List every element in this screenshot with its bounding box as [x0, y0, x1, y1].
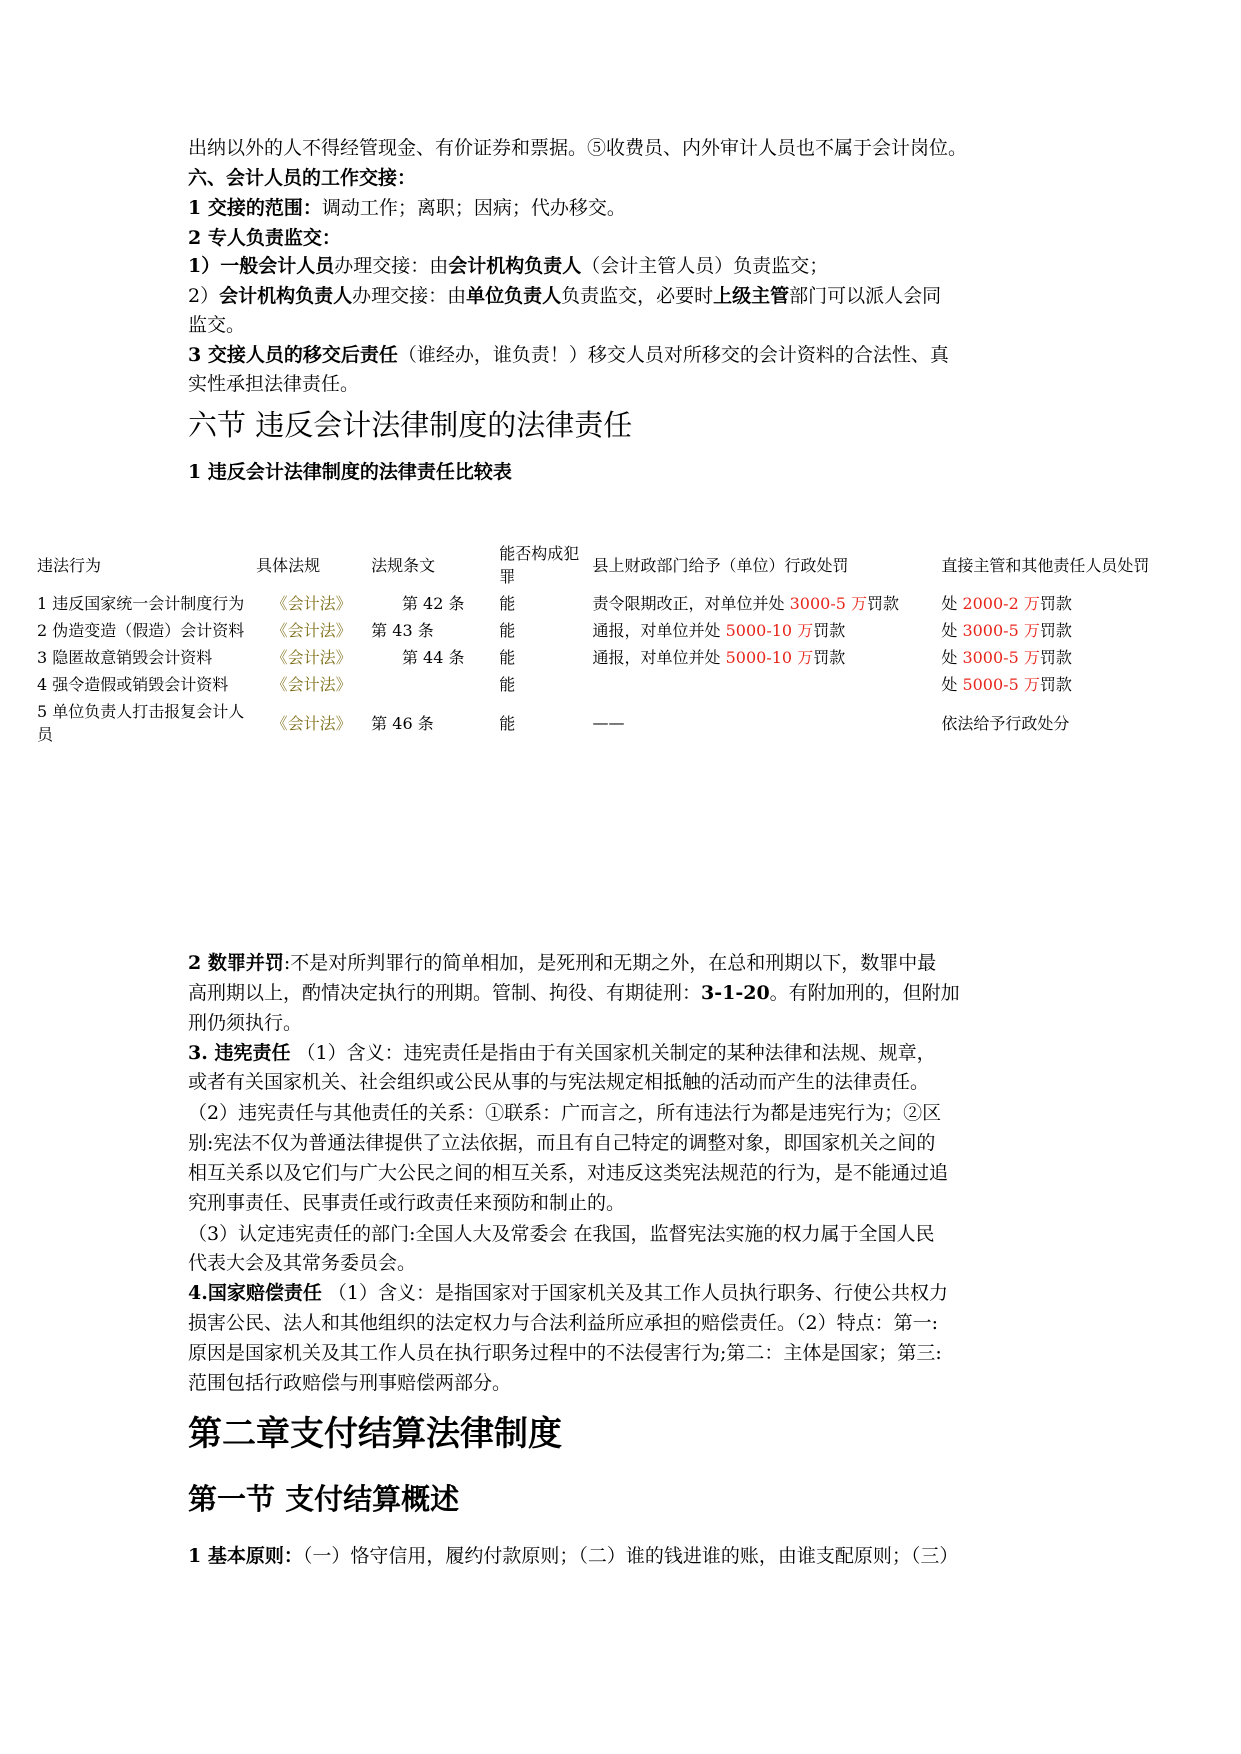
table-row	[36, 617, 1239, 642]
handover-responsibility: 3 交接人员的移交后责任（谁经办，谁负责！）移交人员对所移交的会计资料的合法性、真	[188, 344, 949, 366]
table-row	[36, 671, 1239, 696]
table-title: 1 违反会计法律制度的法律责任比较表	[188, 461, 512, 483]
article-cell: 第 42 条	[401, 594, 465, 613]
handover-supervision-heading: 2 专人负责监交：	[188, 227, 341, 249]
handover-item-2: 2）会计机构负责人办理交接：由单位负责人负责监交，必要时上级主管部门可以派人会同	[188, 285, 942, 307]
handover-item-1: 1）一般会计人员办理交接：由会计机构负责人（会计主管人员）负责监交；	[188, 255, 829, 277]
act-cell: 5 单位负责人打击报复会计人员	[37, 702, 245, 744]
article-cell	[370, 671, 496, 696]
header-cell: 违法行为	[37, 555, 102, 575]
table-row	[36, 590, 1239, 615]
concurrent-punishment: 2 数罪并罚:不是对所判罪行的简单相加，是死刑和无期之外，在总和刑期以下，数罪中最	[188, 952, 937, 974]
section-heading-handover: 六、会计人员的工作交接：	[188, 167, 417, 189]
unit-penalty-cell: 通报，对单位并处 5000-10 万罚款	[592, 621, 846, 640]
person-penalty-cell: 处 3000-5 万罚款	[941, 621, 1072, 640]
state-compensation-cont: 范围包括行政赔偿与刑事赔偿两部分。	[188, 1372, 512, 1394]
article-cell: 第 46 条	[371, 713, 434, 733]
law-cell: 《会计法》	[271, 621, 352, 640]
crime-cell: 能	[499, 621, 516, 640]
unit-penalty-cell	[592, 671, 939, 696]
concurrent-punishment-cont: 高刑期以上，酌情决定执行的刑期。管制、拘役、有期徒刑：3-1-20。有附加刑的，但附加	[188, 982, 960, 1004]
state-compensation: 4.国家赔偿责任 （1）含义：是指国家对于国家机关及其工作人员执行职务、行使公共权力	[188, 1282, 948, 1304]
person-penalty-cell: 处 3000-5 万罚款	[941, 648, 1072, 667]
constitutional-liability-cont: 究刑事责任、民事责任或行政责任来预防和制止的。	[188, 1192, 626, 1214]
constitutional-liability-cont: 别:宪法不仅为普通法律提供了立法依据，而且有自己特定的调整对象，即国家机关之间的	[188, 1132, 936, 1154]
act-cell: 2 伪造变造（假造）会计资料	[37, 621, 245, 640]
section-title-overview: 第一节 支付结算概述	[188, 1482, 460, 1516]
person-penalty-cell: 处 2000-2 万罚款	[941, 594, 1072, 613]
act-cell: 3 隐匿故意销毁会计资料	[37, 648, 213, 667]
law-cell: 《会计法》	[271, 675, 352, 694]
act-cell: 4 强令造假或销毁会计资料	[37, 675, 229, 694]
header-cell: 能否构成犯罪	[499, 544, 580, 586]
person-penalty-cell: 依法给予行政处分	[941, 713, 1070, 733]
table-row-highlighted	[36, 644, 1239, 669]
handover-scope: 1 交接的范围：调动工作；离职；因病；代办移交。	[188, 197, 626, 219]
unit-penalty-cell: 通报，对单位并处 5000-10 万罚款	[592, 648, 846, 667]
crime-cell: 能	[499, 648, 516, 667]
header-cell: 法规条文	[371, 555, 436, 575]
state-compensation-cont: 损害公民、法人和其他组织的法定权力与合法利益所应承担的赔偿责任。（2）特点：第一:	[188, 1312, 938, 1334]
header-cell: 具体法规	[256, 555, 321, 575]
concurrent-punishment-cont: 刑仍须执行。	[188, 1012, 303, 1034]
constitutional-liability: 3. 违宪责任 （1）含义：违宪责任是指由于有关国家机关制定的某种法律和法规、规章，	[188, 1042, 936, 1064]
intro-line: 出纳以外的人不得经管现金、有价证券和票据。⑤收费员、内外审计人员也不属于会计岗位。	[188, 137, 968, 159]
table-row	[36, 698, 1239, 746]
table-header-row	[36, 540, 1239, 588]
constitutional-liability-cont: 代表大会及其常务委员会。	[188, 1252, 417, 1274]
basic-principles: 1 基本原则：（一）恪守信用，履约付款原则；（二）谁的钱进谁的账，由谁支配原则；（三）	[188, 1545, 959, 1567]
constitutional-liability-cont: 相互关系以及它们与广大公民之间的相互关系，对违反这类宪法规范的行为，是不能通过追	[188, 1162, 949, 1184]
crime-cell: 能	[499, 594, 516, 613]
constitutional-liability-cont: 或者有关国家机关、社会组织或公民从事的与宪法规定相抵触的活动而产生的法律责任。	[188, 1071, 930, 1093]
article-cell: 第 44 条	[401, 648, 465, 667]
unit-penalty-cell: ——	[592, 712, 625, 732]
law-cell: 《会计法》	[271, 648, 352, 667]
crime-cell: 能	[499, 675, 516, 694]
header-cell: 直接主管和其他责任人员处罚	[941, 555, 1150, 575]
chapter-title: 第二章支付结算法律制度	[188, 1414, 562, 1454]
liability-table	[34, 538, 1241, 748]
handover-responsibility-cont: 实性承担法律责任。	[188, 373, 360, 395]
state-compensation-cont: 原因是国家机关及其工作人员在执行职务过程中的不法侵害行为;第二：主体是国家；第三:	[188, 1342, 942, 1364]
crime-cell: 能	[499, 713, 516, 733]
constitutional-liability-cont: （2）违宪责任与其他责任的关系：①联系：广而言之，所有违法行为都是违宪行为；②区	[188, 1102, 942, 1124]
constitutional-liability-cont: （3）认定违宪责任的部门:全国人大及常委会 在我国，监督宪法实施的权力属于全国人民	[188, 1223, 935, 1245]
law-cell: 《会计法》	[271, 713, 352, 733]
law-cell: 《会计法》	[271, 594, 352, 613]
person-penalty-cell: 处 5000-5 万罚款	[941, 675, 1072, 694]
act-cell: 1 违反国家统一会计制度行为	[37, 594, 245, 613]
section-title-legal-liability: 六节 违反会计法律制度的法律责任	[188, 408, 633, 442]
handover-item-2-cont: 监交。	[188, 314, 246, 336]
article-cell: 第 43 条	[371, 621, 434, 640]
liability-table-container	[34, 538, 1241, 948]
unit-penalty-cell: 责令限期改正，对单位并处 3000-5 万罚款	[592, 594, 900, 613]
header-cell: 县上财政部门给予（单位）行政处罚	[592, 555, 849, 575]
